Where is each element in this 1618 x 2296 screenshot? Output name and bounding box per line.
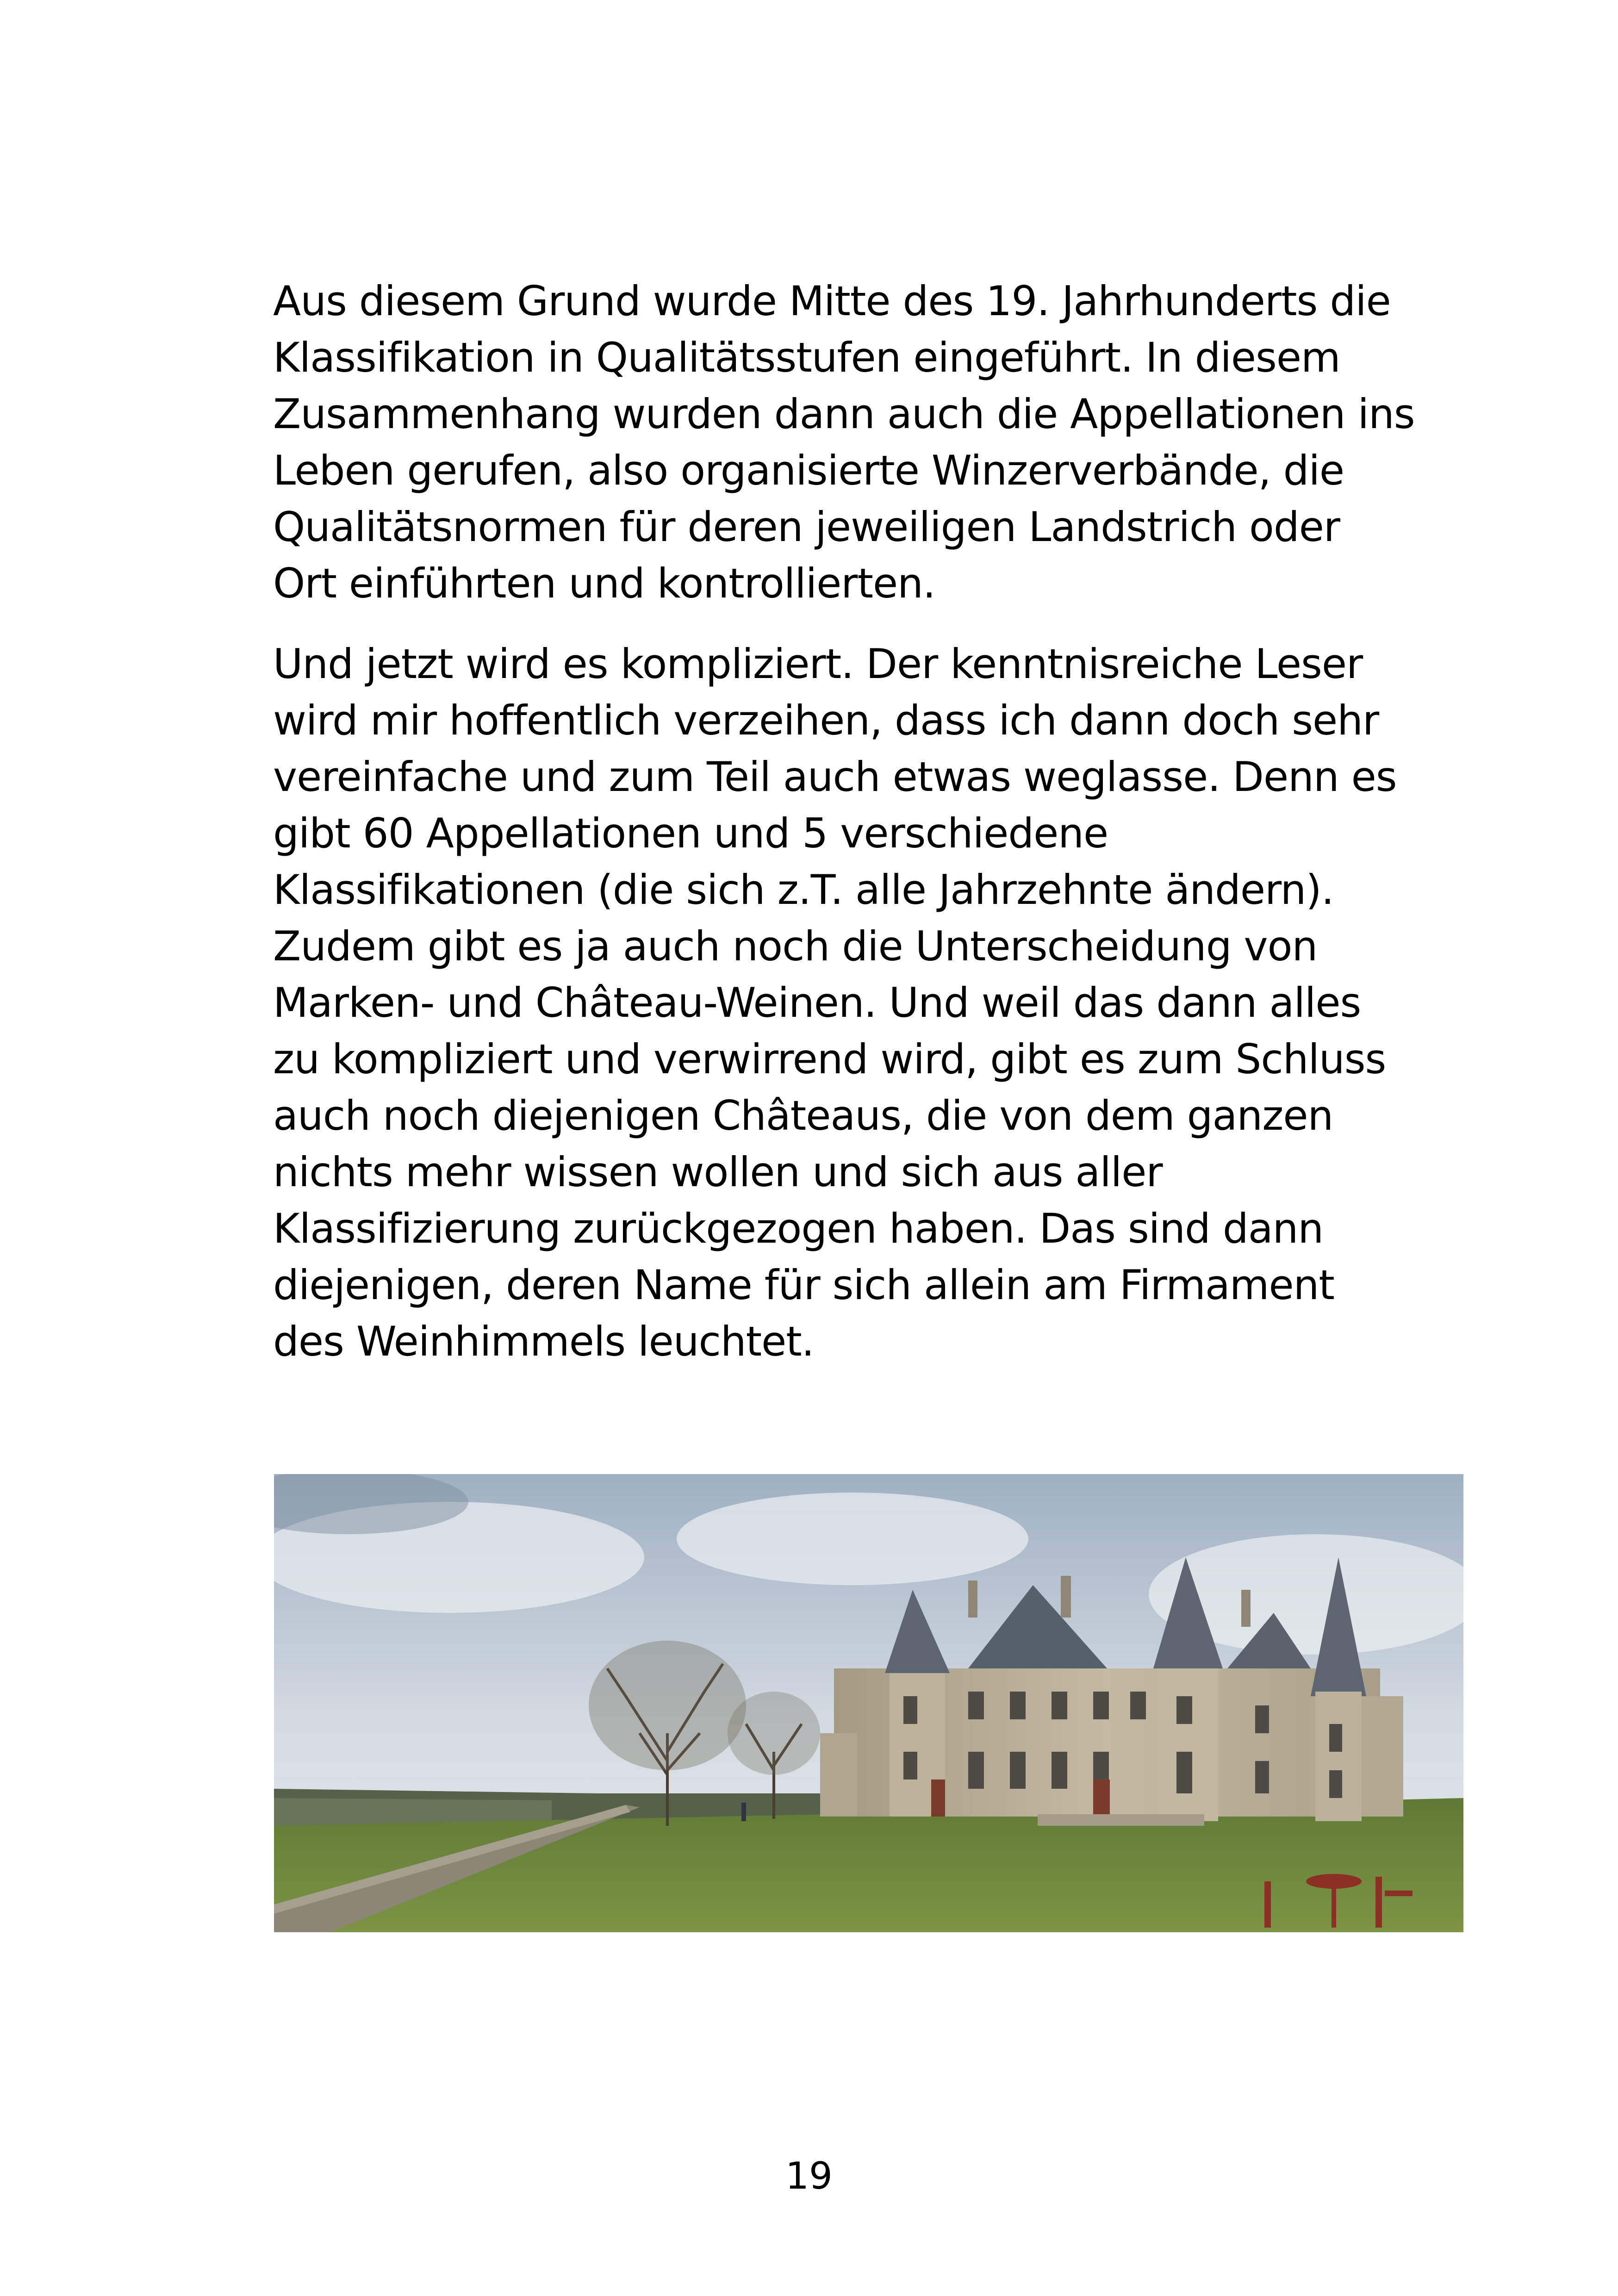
text-line: gibt 60 Appellationen und 5 verschiedene [273, 809, 1108, 857]
paragraph-2 [273, 636, 1397, 1370]
chateau-panorama-photo [274, 1474, 1463, 1932]
text-line: Leben gerufen, also organisierte Winzerverbände, die [273, 447, 1344, 494]
body-text [273, 273, 1415, 1394]
text-line: Zudem gibt es ja auch noch die Unterscheidung von [273, 922, 1318, 970]
paragraph-1 [273, 273, 1415, 612]
chateau-panorama-illustration [274, 1474, 1463, 1932]
text-line: vereinfache und zum Teil auch etwas weglasse. Denn es [273, 753, 1397, 801]
text-line: Aus diesem Grund wurde Mitte des 19. Jahrhunderts die [273, 277, 1391, 325]
text-line: Qualitätsnormen für deren jeweiligen Landstrich oder [273, 503, 1340, 551]
text-line: auch noch diejenigen Châteaus, die von dem ganzen [273, 1092, 1333, 1139]
text-line: Ort einführten und kontrollierten. [273, 560, 935, 607]
text-line: diejenigen, deren Name für sich allein am Firmament [273, 1261, 1334, 1309]
text-line: Klassifikationen (die sich z.T. alle Jahrzehnte ändern). [273, 866, 1334, 914]
text-line: Klassifikation in Qualitätsstufen eingeführt. In diesem [273, 334, 1340, 381]
text-line: wird mir hoffentlich verzeihen, dass ich dann doch sehr [273, 697, 1379, 744]
text-line: zu kompliziert und verwirrend wird, gibt es zum Schluss [273, 1035, 1386, 1083]
text-line: Klassifizierung zurückgezogen haben. Das sind dann [273, 1205, 1324, 1252]
text-line: Marken- und Château-Weinen. Und weil das dann alles [273, 979, 1361, 1027]
text-line: Zusammenhang wurden dann auch die Appellationen ins [273, 390, 1415, 438]
text-line: Und jetzt wird es kompliziert. Der kenntnisreiche Leser [273, 640, 1363, 688]
text-line: nichts mehr wissen wollen und sich aus aller [273, 1148, 1163, 1196]
page-number: 19 [785, 2154, 833, 2197]
text-line: des Weinhimmels leuchtet. [273, 1318, 814, 1365]
